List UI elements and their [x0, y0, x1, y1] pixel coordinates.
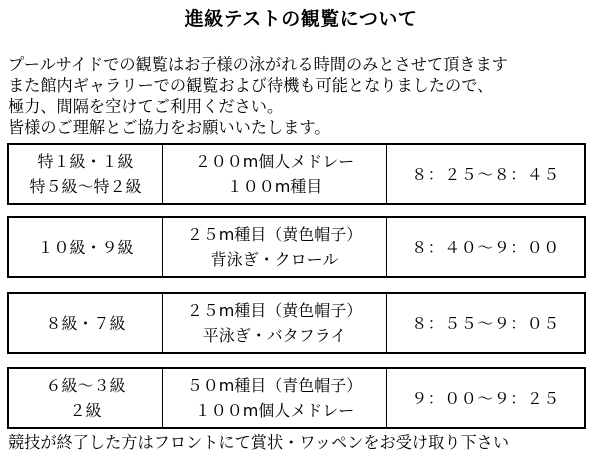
grade-cell	[9, 369, 163, 427]
page-title: 進級テストの観覧について	[184, 8, 418, 30]
event-label: ２５m種目（黄色帽子）	[186, 225, 363, 244]
grade-cell	[9, 294, 163, 352]
intro-line: 皆様のご理解とご協力をお願いいたします。	[8, 118, 331, 137]
schedule-row-3	[7, 292, 586, 354]
intro-line: プールサイドでの観覧はお子様の泳がれる時間のみとさせて頂きます	[8, 55, 508, 74]
time-label: ８：５５～９：０５	[411, 313, 560, 333]
time-label: ８：４０～９：００	[411, 237, 560, 257]
schedule-row-4	[7, 367, 586, 429]
grade-cell	[9, 145, 163, 203]
intro-text	[8, 54, 598, 138]
schedule-row-1	[7, 143, 586, 205]
event-label: １００m種目	[226, 177, 323, 196]
event-label: ２５m種目（黄色帽子）	[186, 301, 363, 320]
time-label: ８：２５～８：４５	[411, 164, 560, 184]
grade-label: ６級～３級	[45, 376, 126, 395]
event-label: ２００m個人メドレー	[194, 152, 355, 171]
time-cell	[387, 145, 584, 203]
event-cell	[163, 218, 387, 276]
event-label: １００m個人メドレー	[194, 401, 355, 420]
event-cell	[163, 145, 387, 203]
footer-note: 競技が終了した方はフロントにて賞状・ワッペンをお受け取り下さい	[8, 433, 510, 452]
time-cell	[387, 369, 584, 427]
event-cell	[163, 369, 387, 427]
grade-label: 特１級・１級	[37, 152, 134, 171]
event-label: ５０m種目（青色帽子）	[186, 376, 363, 395]
intro-line: また館内ギャラリーでの観覧および待機も可能となりましたので、	[8, 76, 494, 95]
grade-label: ８級・７級	[45, 313, 126, 333]
grade-cell	[9, 218, 163, 276]
event-label: 平泳ぎ・バタフライ	[202, 326, 347, 345]
event-label: 背泳ぎ・クロール	[210, 250, 339, 269]
event-cell	[163, 294, 387, 352]
grade-label: ２級	[69, 401, 102, 420]
time-cell	[387, 294, 584, 352]
grade-label: 特５級～特２級	[29, 177, 142, 196]
time-label: ９：００～９：２５	[411, 388, 560, 408]
time-cell	[387, 218, 584, 276]
schedule-row-2	[7, 216, 586, 278]
intro-line: 極力、間隔を空けてご利用ください。	[8, 97, 284, 116]
grade-label: １０級・９級	[37, 237, 134, 257]
